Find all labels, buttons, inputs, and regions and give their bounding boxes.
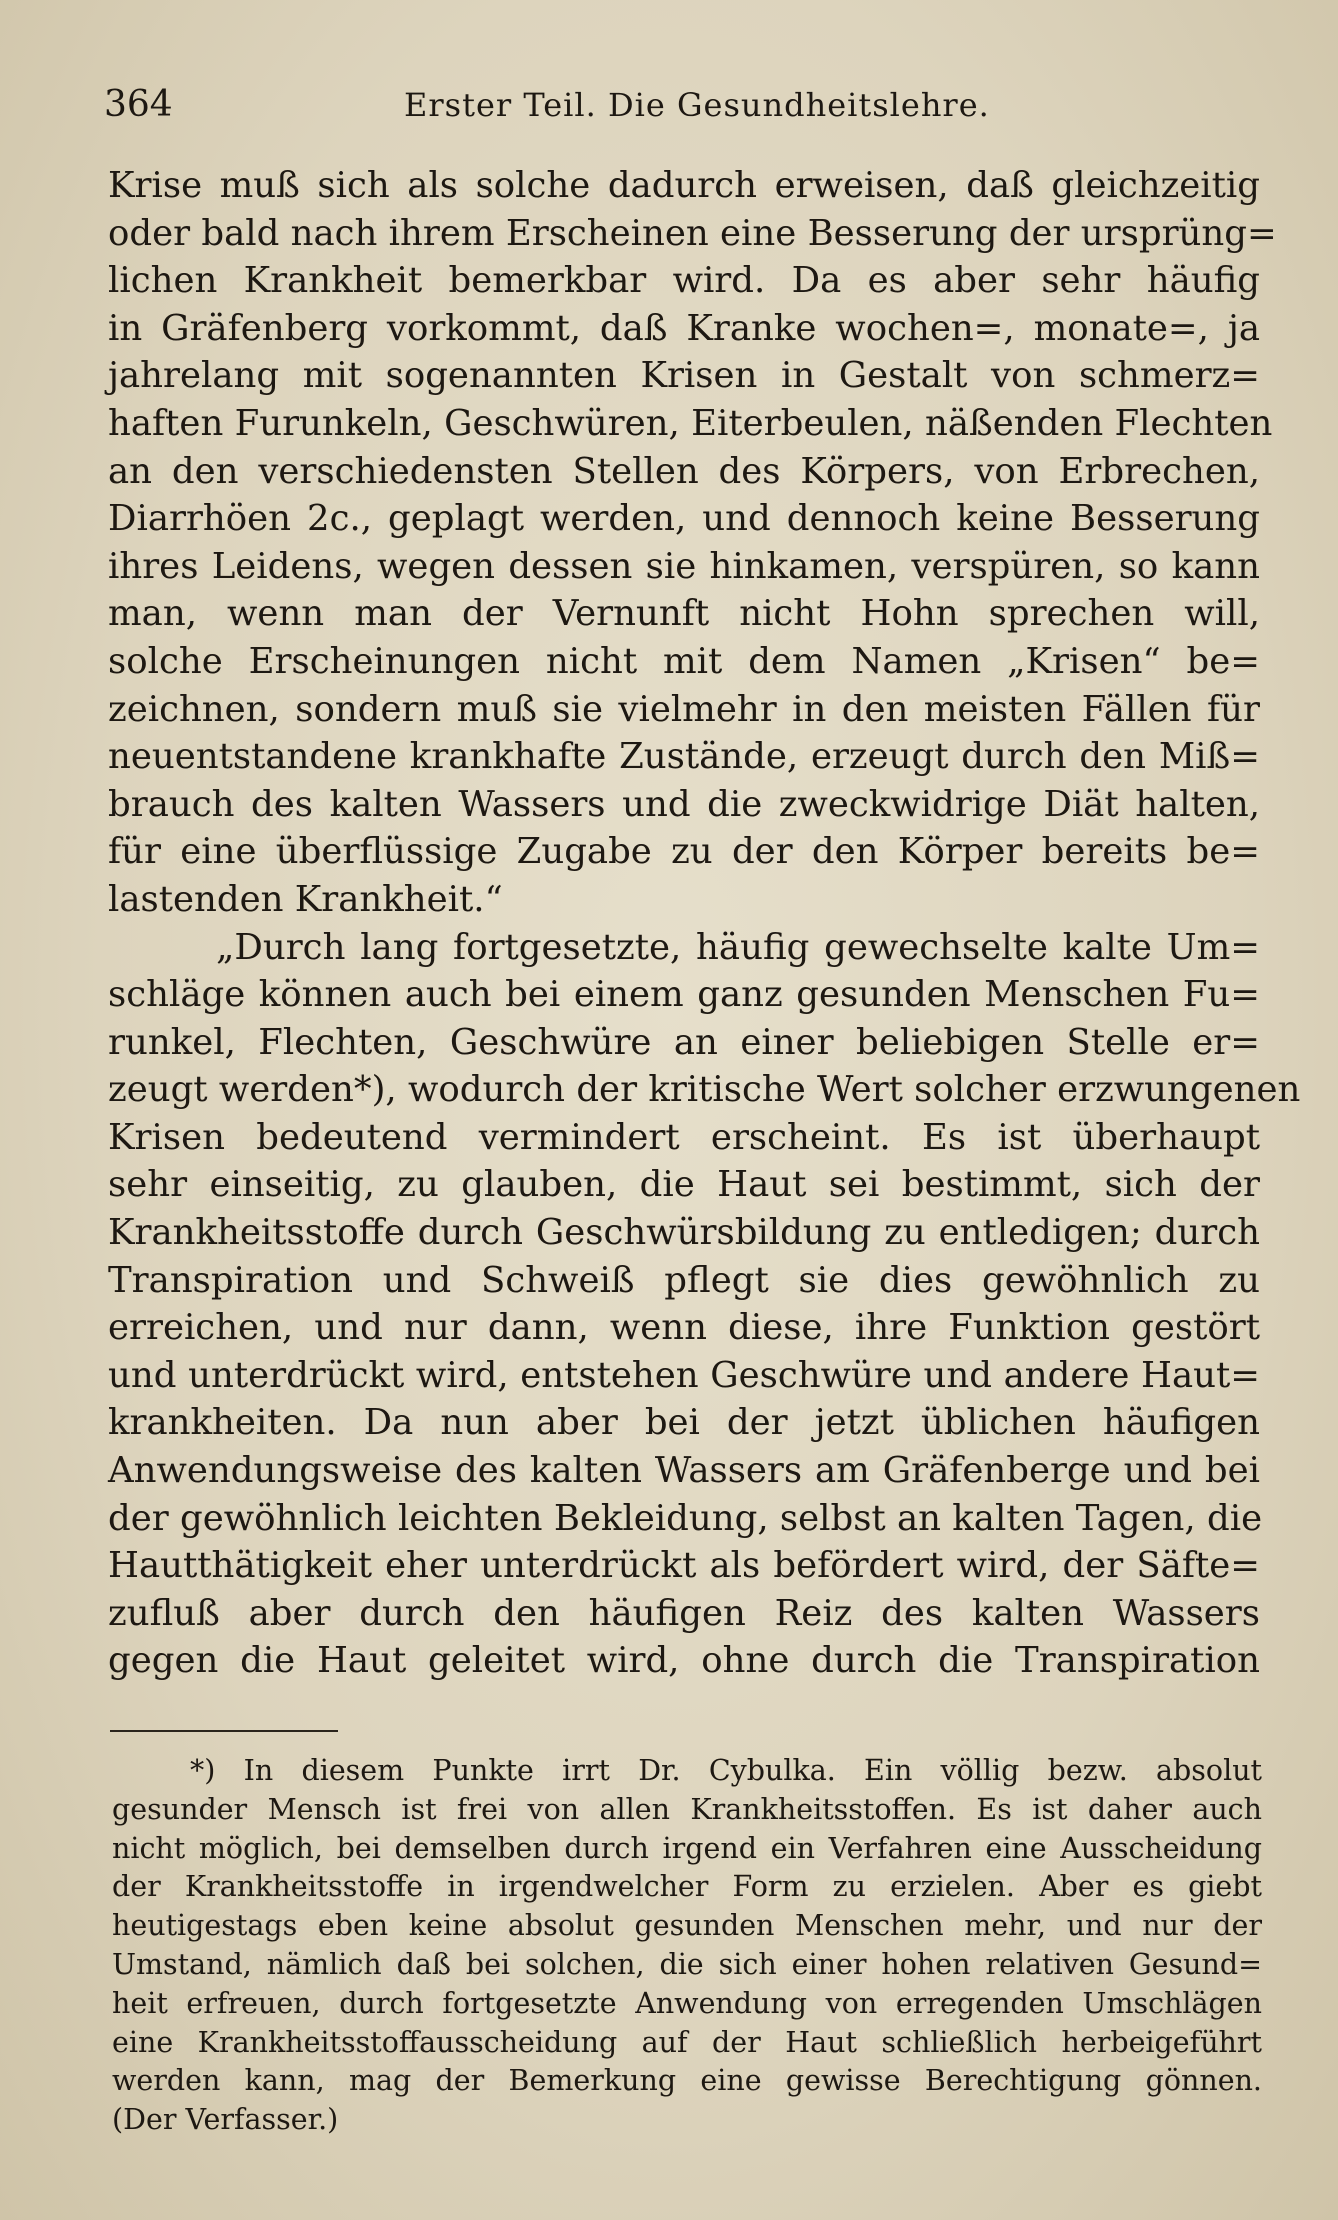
footnote-line: der Krankheitsstoffe in irgendwelcher Form zu erzielen. Aber es giebt: [112, 1870, 1262, 1904]
page-header: [104, 80, 1264, 130]
body-line: lichen Krankheit bemerkbar wird. Da es aber sehr häufig: [108, 260, 1260, 302]
body-line: krankheiten. Da nun aber bei der jetzt üblichen häufigen: [108, 1402, 1260, 1444]
footnote-line: heit erfreuen, durch fortgesetzte Anwendung von erregenden Umschlägen: [112, 1986, 1262, 2020]
body-line: gegen die Haut geleitet wird, ohne durch die Transpiration: [108, 1640, 1260, 1682]
body-line: lastenden Krankheit.“: [108, 878, 503, 920]
body-line: solche Erscheinungen nicht mit dem Namen „Krisen“ be=: [108, 640, 1260, 682]
footnote-line: Umstand, nämlich daß bei solchen, die sich einer hohen relativen Gesund=: [112, 1947, 1262, 1981]
footnote-line: gesunder Mensch ist frei von allen Krankheitsstoffen. Es ist daher auch: [112, 1792, 1262, 1826]
footnote-line: eine Krankheitsstoffausscheidung auf der Haut schließlich herbeigeführt: [112, 2025, 1262, 2059]
footnote: [112, 1752, 1262, 2140]
body-line: zeichnen, sondern muß sie vielmehr in den meisten Fällen für: [108, 688, 1260, 730]
body-line: neuentstandene krankhafte Zustände, erzeugt durch den Miß=: [108, 736, 1260, 778]
running-head: Erster Teil. Die Gesundheitslehre.: [404, 86, 990, 124]
footnote-line: nicht möglich, bei demselben durch irgend ein Verfahren eine Ausscheidung: [112, 1831, 1262, 1865]
body-line: man, wenn man der Vernunft nicht Hohn sprechen will,: [108, 593, 1260, 635]
footnote-line: *) In diesem Punkte irrt Dr. Cybulka. Ein völlig bezw. absolut: [190, 1754, 1262, 1787]
body-line: der gewöhnlich leichten Bekleidung, selbst an kalten Tagen, die: [108, 1497, 1263, 1539]
body-line: erreichen, und nur dann, wenn diese, ihre Funktion gestört: [108, 1307, 1260, 1349]
body-line: Krisen bedeutend vermindert erscheint. Es ist überhaupt: [108, 1116, 1260, 1158]
body-line: Anwendungsweise des kalten Wassers am Gräfenberge und bei: [108, 1450, 1260, 1492]
body-line: und unterdrückt wird, entstehen Geschwüre und andere Haut=: [108, 1354, 1260, 1396]
body-line: brauch des kalten Wassers und die zweckwidrige Diät halten,: [108, 783, 1260, 825]
footnote-line: (Der Verfasser.): [112, 2103, 339, 2137]
page-number: 364: [104, 84, 173, 125]
body-line: „Durch lang fortgesetzte, häufig gewechselte kalte Um=: [216, 926, 1260, 968]
body-line: oder bald nach ihrem Erscheinen eine Besserung der ursprüng=: [108, 212, 1277, 254]
body-line: zufluß aber durch den häufigen Reiz des kalten Wassers: [108, 1592, 1260, 1634]
footnote-line: heutigestags eben keine absolut gesunden Menschen mehr, und nur der: [112, 1909, 1262, 1943]
body-line: haften Furunkeln, Geschwüren, Eiterbeulen, näßenden Flechten: [108, 402, 1273, 444]
body-line: sehr einseitig, zu glauben, die Haut sei bestimmt, sich der: [108, 1164, 1260, 1206]
body-line: für eine überflüssige Zugabe zu der den Körper bereits be=: [108, 831, 1260, 873]
body-line: Transpiration und Schweiß pflegt sie dies gewöhnlich zu: [108, 1259, 1260, 1301]
footnote-rule: [110, 1730, 338, 1732]
body-line: in Gräfenberg vorkommt, daß Kranke wochen=, monate=, ja: [108, 307, 1260, 349]
body-line: an den verschiedensten Stellen des Körpers, von Erbrechen,: [108, 450, 1260, 492]
body-line: jahrelang mit sogenannten Krisen in Gestalt von schmerz=: [108, 355, 1260, 397]
body-line: Krankheitsstoffe durch Geschwürsbildung zu entledigen; durch: [108, 1212, 1260, 1254]
body-text: [108, 162, 1301, 1685]
footnote-line: werden kann, mag der Bemerkung eine gewisse Berechtigung gönnen.: [112, 2064, 1262, 2098]
body-line: Hautthätigkeit eher unterdrückt als befördert wird, der Säfte=: [108, 1545, 1260, 1587]
body-line: schläge können auch bei einem ganz gesunden Menschen Fu=: [108, 974, 1260, 1016]
body-line: zeugt werden*), wodurch der kritische Wert solcher erzwungenen: [108, 1069, 1301, 1111]
body-line: Krise muß sich als solche dadurch erweisen, daß gleichzeitig: [108, 165, 1260, 206]
body-line: Diarrhöen 2c., geplagt werden, und dennoch keine Besserung: [108, 498, 1260, 540]
body-line: runkel, Flechten, Geschwüre an einer beliebigen Stelle er=: [108, 1021, 1260, 1063]
body-line: ihres Leidens, wegen dessen sie hinkamen, verspüren, so kann: [108, 545, 1260, 587]
